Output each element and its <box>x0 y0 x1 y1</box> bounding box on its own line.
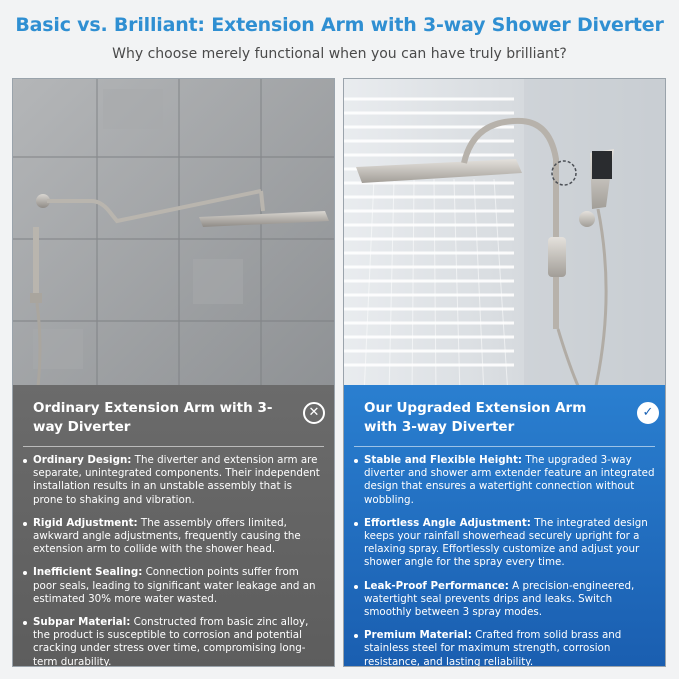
brilliant-panel <box>343 78 666 667</box>
list-item: Inefficient Sealing: Connection points suffer from poor seals, leading to significant water leakage and an estimated 30% more water wasted. <box>23 566 324 606</box>
brilliant-points-list <box>354 454 655 667</box>
page-title: Basic vs. Brilliant: Extension Arm with 3-way Shower Diverter <box>15 14 664 36</box>
list-item: Effortless Angle Adjustment: The integrated design keeps your rainfall showerhead securely upright for a relaxing spray. Effortlessly customize and adjust your shower angle for the spray every time. <box>354 517 655 570</box>
brilliant-info-card <box>344 385 665 667</box>
brilliant-shower-photo <box>344 79 665 395</box>
brilliant-divider <box>354 446 655 447</box>
list-item: Subpar Material: Constructed from basic zinc alloy, the product is susceptible to corrosion and potential cracking under stress over time, compromising long-term durability. <box>23 616 324 667</box>
basic-divider <box>23 446 324 447</box>
list-item: Premium Material: Crafted from solid brass and stainless steel for maximum strength, corrosion resistance, and lasting reliability. <box>354 629 655 667</box>
list-item: Rigid Adjustment: The assembly offers limited, awkward angle adjustments, frequently causing the extension arm to collide with the shower head. <box>23 517 324 557</box>
check-circle-icon: ✓ <box>637 402 659 424</box>
list-item: Ordinary Design: The diverter and extension arm are separate, unintegrated components. Their independent installation results in an unstable assembly that is prone to shaking and vibration. <box>23 454 324 507</box>
x-circle-icon: ✕ <box>303 402 325 424</box>
brilliant-card-title: Our Upgraded Extension Arm with 3-way Diverter <box>364 400 587 435</box>
page-subtitle: Why choose merely functional when you can have truly brilliant? <box>112 46 567 62</box>
list-item: Stable and Flexible Height: The upgraded 3-way diverter and shower arm extender feature an integrated design that ensures a watertight connection without wobbling. <box>354 454 655 507</box>
basic-panel <box>12 78 335 667</box>
basic-points-list <box>23 454 324 667</box>
basic-shower-photo <box>13 79 334 395</box>
basic-info-card <box>13 385 334 667</box>
basic-card-title: Ordinary Extension Arm with 3-way Diverter <box>33 400 273 435</box>
list-item: Leak-Proof Performance: A precision-engineered, watertight seal prevents drips and leaks. Switch smoothly between 3 spray modes. <box>354 580 655 620</box>
